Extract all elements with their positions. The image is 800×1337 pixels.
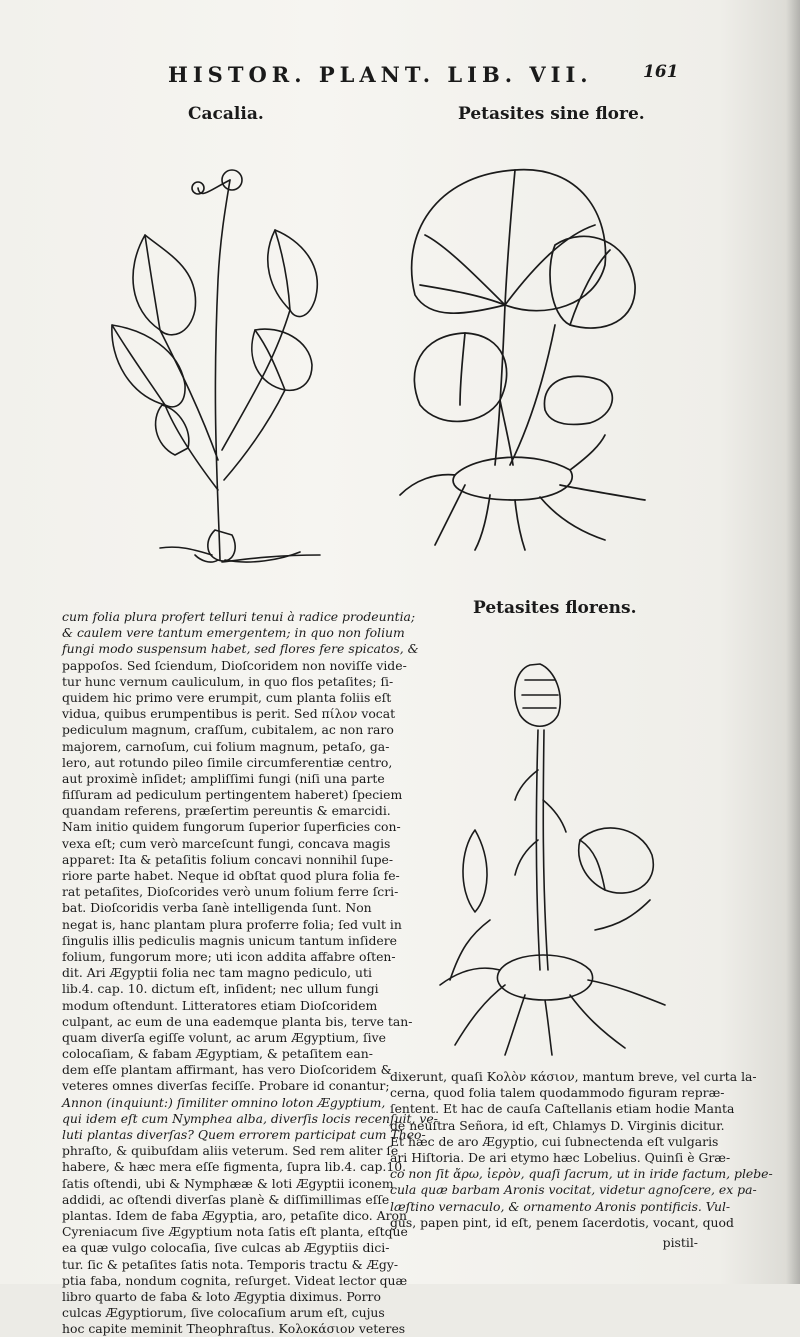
text-line: dixerunt, quaſi Κολὸν κάσιον, mantum breve, vel curta la- [390,1069,757,1084]
text-line: cula quæ barbam Aronis vocitat, videtur agnoſcere, ex pa- [390,1182,757,1198]
text-line: addidi, ac oſtendi diverſas planè & diſſimillimas eſſe [62,1191,390,1207]
page-edge-shadow [786,0,800,1284]
text-line: luti plantas diverſas? Quem errorem participat cum Theo- [62,1127,426,1142]
figure-caption-cacalia: Cacalia. [188,104,264,124]
text-line: pappoſos. Sed ſciendum, Dioſcoridem non noviſſe vide- [62,657,407,673]
text-line: pediculum magnum, craſſum, cubitalem, ac non raro [62,722,394,738]
text-line: gus, papen pint, id eſt, penem ſacerdotis, vocant, quod [390,1214,734,1230]
running-title: HISTOR. PLANT. LIB. VII. [168,62,593,87]
text-line: fungi modo suspensum habet, sed flores fere spicatos, & [62,641,419,657]
text-line: phraſto, & quibuſdam aliis veterum. Sed rem aliter ſe [62,1143,399,1159]
text-line: negat is, hanc plantam plura proferre folia; ſed vult in [62,916,402,932]
text-line: co non ſit ἄρω, ἱερὸν, quaſi ſacrum, ut in iride factum, plebe- [390,1166,773,1182]
text-line: Et hæc de aro Ægyptio, cui ſubnectenda eſt vulgaris [390,1133,719,1149]
text-line: quam diverſa egiſſe volunt, ac arum Ægyptium, ſive [62,1029,386,1045]
text-line: ſentent. Et hac de cauſa Caſtellanis etiam hodie Manta [390,1101,735,1117]
text-line: lib.4. cap. 10. dictum eſt, inſident; nec ullum fungi [62,981,379,997]
text-line: Annon (inquiunt:) ſimiliter omnino loton Ægyptium, [62,1094,386,1110]
text-line: plantas. Idem de faba Ægyptia, aro, petaſite dico. Aron [62,1207,407,1223]
cacalia-woodcut [100,160,340,570]
text-line: libro quarto de faba & loto Ægyptia diximus. Porro [62,1288,381,1304]
text-line: Nam initio quidem fungorum ſuperior ſuperficies con- [62,819,401,835]
text-line: fiſſuram ad pediculum pertingentem haberet) ſpeciem [62,787,403,803]
text-line: culpant, ac eum de una eademque planta bis, terve tan- [62,1013,413,1029]
text-line: Cyreniacum ſive Ægyptium nota ſatis eſt planta, eſtque [62,1224,408,1240]
text-line: quidem hic primo vere erumpit, cum planta foliis eſt [62,689,392,705]
figure-caption-petasites-florens: Petasites florens. [473,598,637,618]
text-line: & caulem vere tantum emergentem; in quo non folium [62,625,405,641]
text-line: qui idem eſt cum Nymphea alba, diverſis locis recenſuit, ve- [62,1110,438,1126]
text-line: de neuſtra Señora, id eſt, Chlamys D. Virginis dicitur. [390,1117,725,1133]
text-line: apparet: Ita & petaſitis folium concavi nonnihil ſupe- [62,851,394,867]
text-line: aut proximè inſidet; ampliſſimi fungi (niſi una parte [62,770,385,786]
text-line: lero, aut rotundo pileo ſimile circumferentiæ centro, [62,754,393,770]
figure-caption-petasites-sine-flore: Petasites sine flore. [458,104,645,124]
text-line: modum oſtendunt. Litteratores etiam Dioſcoridem [62,997,378,1013]
text-line: cum folia plura profert telluri tenui à radice prodeuntia; [62,609,416,624]
text-line: ea quæ vulgo colocaſia, ſive culcas ab Ægyptiis dici- [62,1240,390,1256]
petasites-florens-woodcut [430,650,670,1060]
text-line: colocaſiam, & fabam Ægyptiam, & petaſitem ean- [62,1046,373,1062]
text-line: rat petaſites, Dioſcorides verò unum folium ferre ſcri- [62,884,399,900]
text-line: bat. Dioſcoridis verba ſanè intelligenda ſunt. Non [62,900,372,916]
text-line: tur hunc vernum cauliculum, in quo flos petaſites; ſi- [62,673,394,689]
text-line: læſtino vernaculo, & ornamento Aronis pontificis. Vul- [390,1198,731,1214]
text-line: dem eſſe plantam affirmant, has vero Dioſcoridem & [62,1062,392,1078]
right-column-text [390,1069,773,1231]
text-line: cerna, quod folia talem quodammodo figuram repræ- [390,1085,725,1101]
petasites-sine-flore-woodcut [395,155,655,555]
text-line: vexa eſt; cum verò marceſcunt fungi, concava magis [62,835,391,851]
text-line: veteres omnes diverſas feciſſe. Probare id conantur; [62,1078,390,1094]
text-line: ari Hiſtoria. De ari etymo hæc Lobelius. Quinſi è Græ- [390,1149,731,1165]
text-line: ptia faba, nondum cognita, reſurget. Videat lector quæ [62,1272,408,1288]
catchword: pistil- [662,1235,698,1250]
text-line: ſatis oſtendi, ubi & Nymphææ & loti Ægyptii iconem [62,1175,394,1191]
text-line: folium, fungorum more; uti icon addita affabre oſten- [62,948,396,964]
text-line: tur. ſic & petaſites ſatis nota. Temporis tractu & Ægy- [62,1256,399,1272]
text-line: dit. Ari Ægyptii folia nec tam magno pediculo, uti [62,965,372,981]
text-line: habere, & hæc mera eſſe figmenta, ſupra lib.4. cap.10. [62,1159,407,1175]
text-line: hoc capite meminit Theophraſtus. Κολοκάσιον veteres [62,1321,406,1337]
text-line: quandam referens, præſertim pereuntis & emarcidi. [62,803,391,819]
text-line: ſingulis illis pediculis magnis unicum tantum inſidere [62,932,397,948]
left-column-text [62,609,438,1337]
text-line: vidua, quibus erumpentibus is perit. Sed πίλον vocat [62,706,396,722]
text-line: culcas Ægyptiorum, ſive colocaſium arum eſt, cujus [62,1305,385,1321]
text-line: riore parte habet. Neque id obſtat quod plura folia fe- [62,868,400,883]
page-number: 161 [643,62,679,82]
text-line: majorem, carnoſum, cui folium magnum, petaſo, ga- [62,738,390,754]
